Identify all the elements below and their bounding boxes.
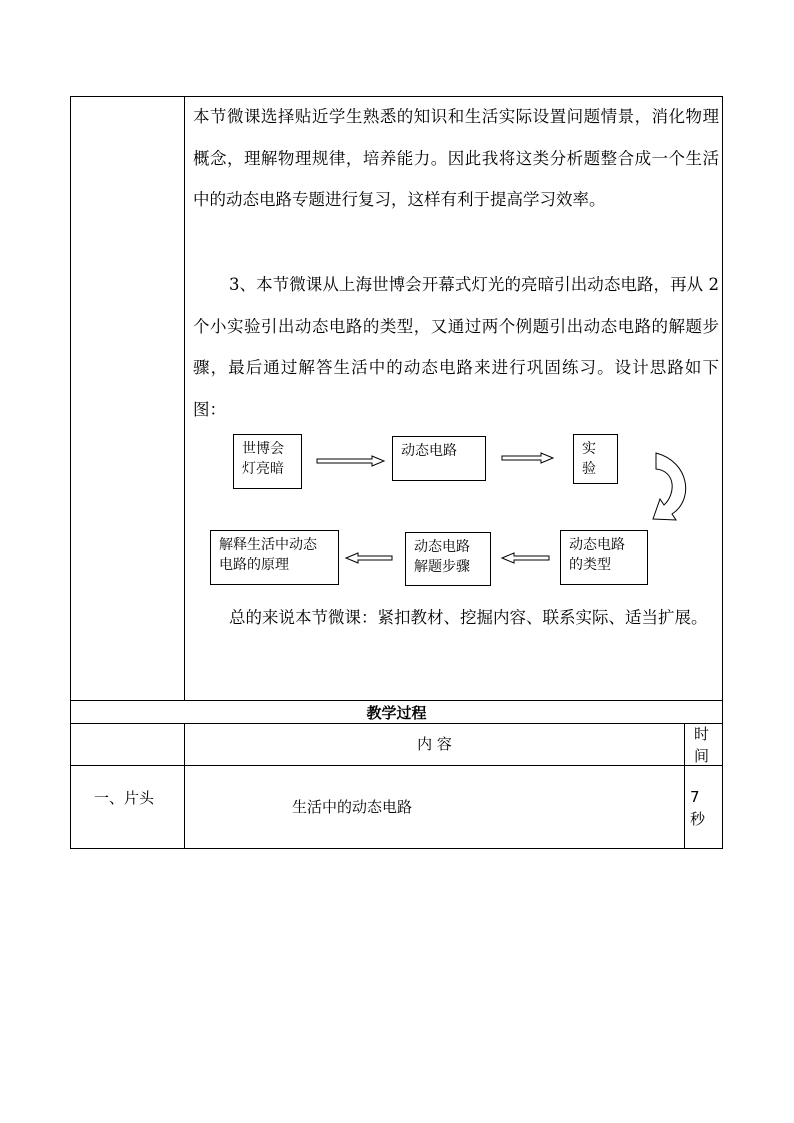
- flow-node-explain-principle: 解释生活中动态 电路的原理: [210, 530, 339, 585]
- arrow-right-icon: [502, 453, 553, 463]
- flow-node-experiment: 实 验: [573, 434, 618, 484]
- arrow-left-icon: [502, 553, 549, 563]
- arrow-right-icon: [317, 456, 384, 466]
- row-content: 生活中的动态电路: [292, 798, 413, 816]
- arrow-left-icon: [346, 553, 392, 563]
- flow-node-expo: 世博会 灯亮暗: [233, 434, 302, 489]
- row-time: 7 秒: [690, 788, 706, 828]
- column-header-time: 时 间: [694, 725, 710, 765]
- row-section-label: 一、片头: [94, 789, 155, 807]
- column-header-content: 内 容: [417, 735, 452, 753]
- paragraph-summary: 总的来说本节微课：紧扣教材、挖掘内容、联系实际、适当扩展。: [229, 608, 708, 627]
- process-table-heading: 教学过程: [366, 704, 427, 722]
- flow-node-solving-steps: 动态电路 解题步骤: [405, 532, 491, 586]
- flow-node-types: 动态电路 的类型: [560, 530, 648, 585]
- curved-arrow-icon: [653, 453, 686, 520]
- paragraph-motivation: 本节微课选择贴近学生熟悉的知识和生活实际设置问题情景，消化物理概念，理解物理规律，培养能力。因此我将这类分析题整合成一个生活中的动态电路专题进行复习，这样有利于提高学习效率。: [193, 107, 719, 209]
- flow-node-dynamic-circuit: 动态电路: [392, 436, 486, 481]
- paragraph-design-overview: 3、本节微课从上海世博会开幕式灯光的亮暗引出动态电路，再从 2 个小实验引出动态电路的类型，又通过两个例题引出动态电路的解题步骤，最后通过解答生活中的动态电路来进行巩固练习。设计思路如下图：: [193, 275, 719, 419]
